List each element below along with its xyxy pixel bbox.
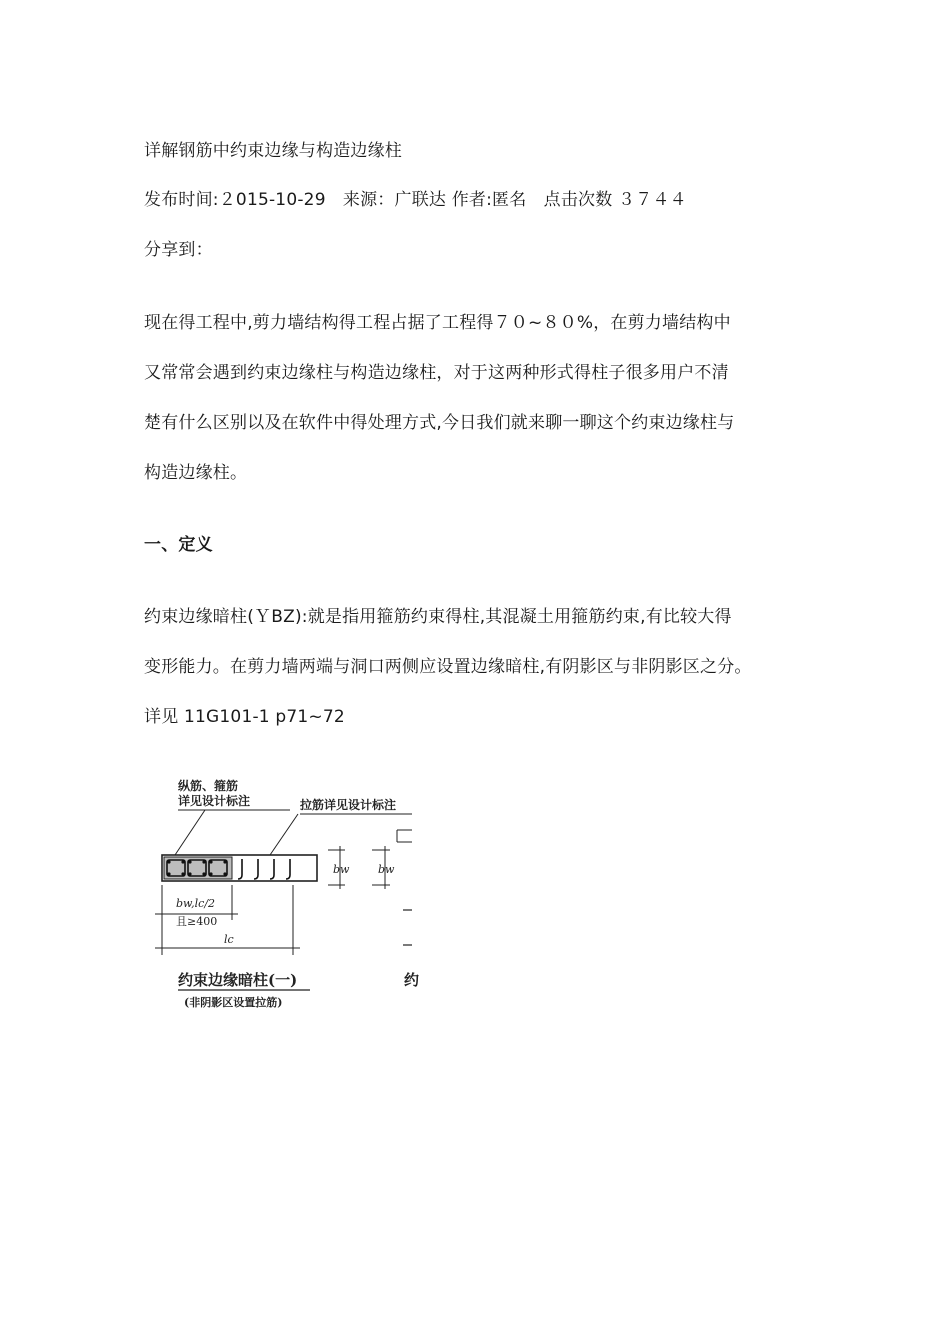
intro-line-1: 现在得工程中,剪力墙结构得工程占据了工程得７０~８０%，在剪力墙结构中 [144,313,731,333]
figure-caption-cut: 约 [404,971,420,989]
share-label[interactable]: 分享到： [144,240,213,260]
leader-line-tie [270,814,298,855]
figure-subcaption: (非阴影区设置拉筋) [184,996,283,1009]
dim-lc: lc [224,933,234,946]
label-tie: 拉筋详见设计标注 [300,798,397,812]
definition-line-2: 变形能力。在剪力墙两端与洞口两侧应设置边缘暗柱,有阴影区与非阴影区之分。 [144,657,752,677]
leader-line-rebar [175,810,205,855]
definition-line-3: 详见 11G101-1 p71~72 [144,707,345,727]
dim-bw-1: bw [333,863,350,876]
article-title: 详解钢筋中约束边缘与构造边缘柱 [144,141,402,161]
dim-bw-2: bw [378,863,395,876]
dim-min-400: 且≥400 [176,915,218,928]
boundary-column-diagram [150,770,420,1015]
label-rebar-top: 纵筋、箍筋 [178,779,239,793]
intro-line-4: 构造边缘柱。 [144,463,248,483]
figure-caption: 约束边缘暗柱(一) [178,971,298,989]
intro-line-2: 又常常会遇到约束边缘柱与构造边缘柱，对于这两种形式得柱子很多用户不清 [144,363,729,383]
label-rebar-bottom: 详见设计标注 [178,794,251,808]
wall-section [162,855,317,881]
article-meta: 发布时间:２015-10-29 来源：广联达 作者:匿名 点击次数 ３７４４ [144,190,687,210]
definition-line-1: 约束边缘暗柱(ＹBZ):就是指用箍筋约束得柱,其混凝土用箍筋约束,有比较大得 [144,607,732,627]
dim-bw-lc: bw,lc/2 [176,897,216,910]
intro-line-3: 楚有什么区别以及在软件中得处理方式,今日我们就来聊一聊这个约束边缘柱与 [144,413,735,433]
section-heading-definition: 一、定义 [144,535,213,555]
